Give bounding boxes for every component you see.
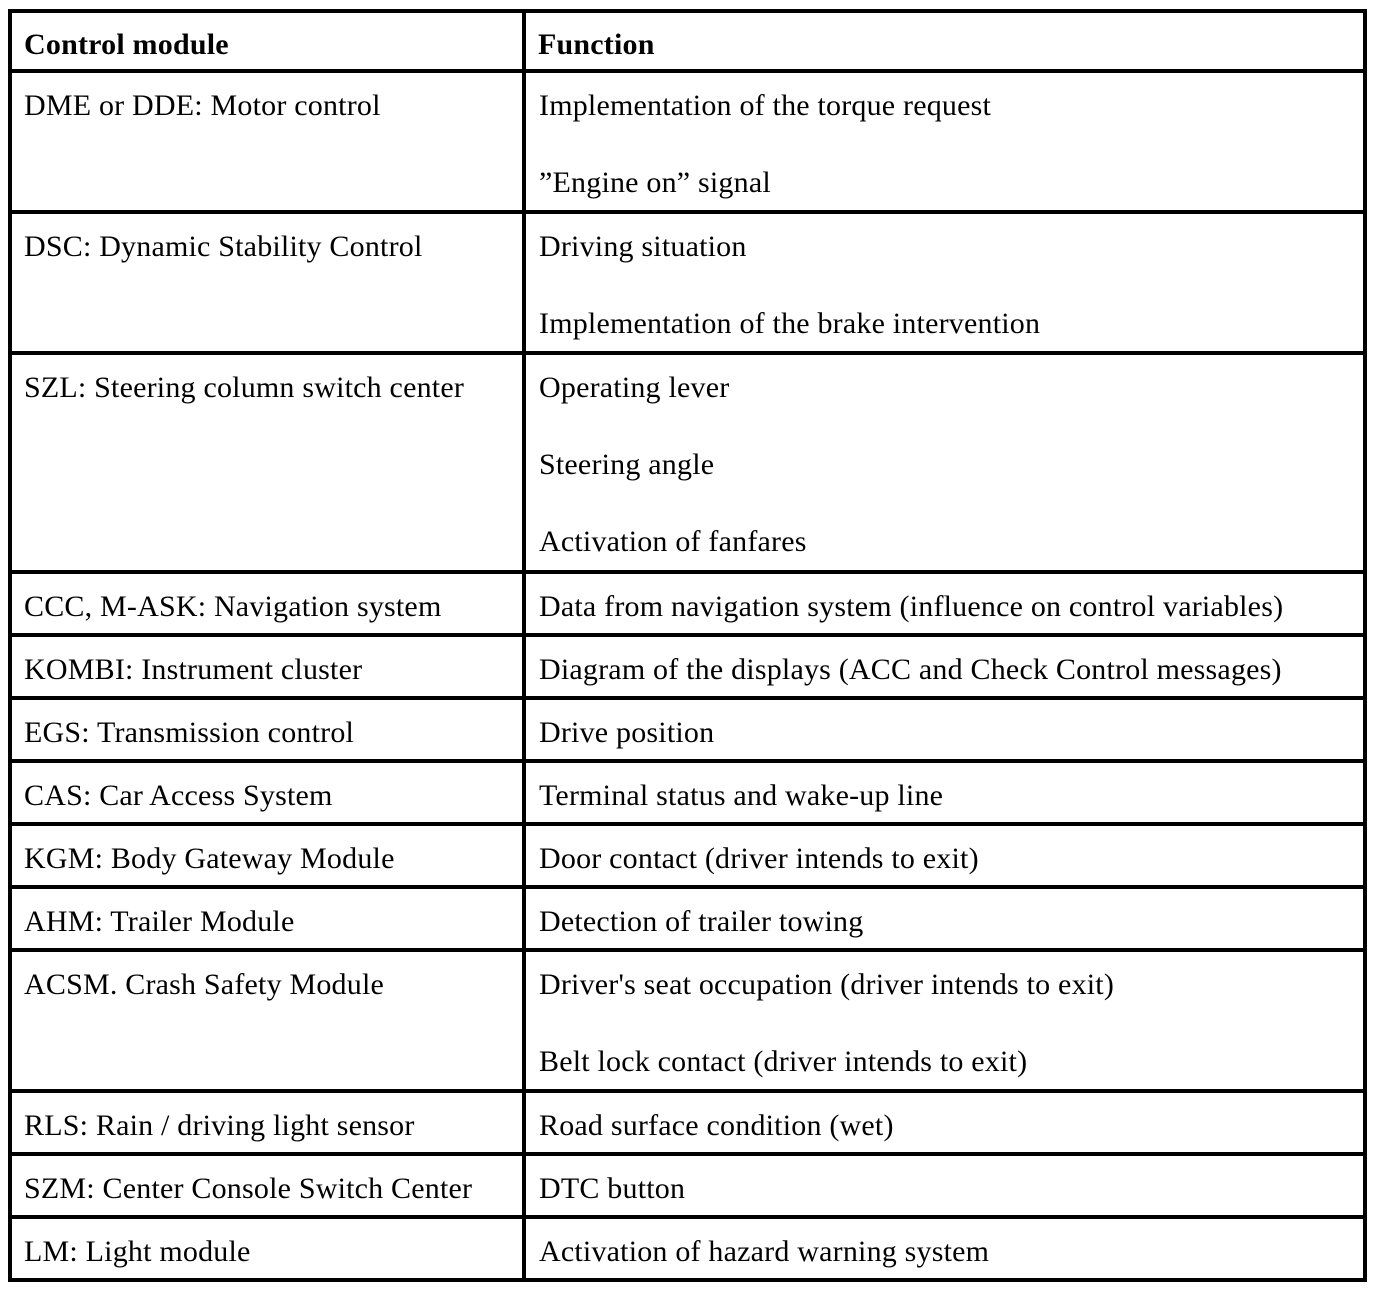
function-line: Door contact (driver intends to exit)	[539, 842, 979, 875]
function-cell	[524, 761, 1365, 824]
table-row	[10, 950, 1365, 1091]
module-cell: RLS: Rain / driving light sensor	[10, 1091, 524, 1154]
function-line: Driver's seat occupation (driver intends to exit)	[539, 968, 1115, 1001]
function-cell	[524, 71, 1365, 212]
function-line: Activation of fanfares	[539, 525, 807, 558]
table-header-row	[10, 11, 1365, 71]
table-row	[10, 698, 1365, 761]
table-row	[10, 635, 1365, 698]
function-cell	[524, 572, 1365, 635]
function-cell	[524, 950, 1365, 1091]
table-row	[10, 1217, 1365, 1280]
function-cell	[524, 698, 1365, 761]
function-line: Diagram of the displays (ACC and Check Control messages)	[539, 653, 1282, 686]
table-row	[10, 572, 1365, 635]
function-line: Detection of trailer towing	[539, 905, 864, 938]
table-row	[10, 1091, 1365, 1154]
function-line: Activation of hazard warning system	[539, 1235, 990, 1268]
function-cell	[524, 353, 1365, 572]
function-line: Implementation of the brake intervention	[539, 307, 1041, 340]
function-line: Implementation of the torque request	[539, 89, 992, 122]
module-cell: SZM: Center Console Switch Center	[10, 1154, 524, 1217]
function-cell	[524, 1091, 1365, 1154]
module-cell: SZL: Steering column switch center	[10, 353, 524, 572]
column-header-control-module: Control module	[10, 11, 524, 71]
column-header-function: Function	[524, 11, 1365, 71]
function-line: Drive position	[539, 716, 715, 749]
function-cell	[524, 887, 1365, 950]
function-line: DTC button	[539, 1172, 686, 1205]
function-line: Road surface condition (wet)	[539, 1109, 894, 1142]
table-row	[10, 71, 1365, 212]
function-line: ”Engine on” signal	[539, 166, 771, 199]
module-cell: DSC: Dynamic Stability Control	[10, 212, 524, 353]
control-module-table	[8, 9, 1367, 1282]
function-line: Data from navigation system (influence on control variables)	[539, 590, 1284, 623]
module-cell: DME or DDE: Motor control	[10, 71, 524, 212]
module-cell: CAS: Car Access System	[10, 761, 524, 824]
module-cell: KGM: Body Gateway Module	[10, 824, 524, 887]
module-cell: KOMBI: Instrument cluster	[10, 635, 524, 698]
function-line: Operating lever	[539, 371, 730, 404]
control-module-table-container	[8, 9, 1363, 1282]
function-cell	[524, 212, 1365, 353]
function-line: Terminal status and wake-up line	[539, 779, 944, 812]
table-row	[10, 1154, 1365, 1217]
module-cell: ACSM. Crash Safety Module	[10, 950, 524, 1091]
module-cell: EGS: Transmission control	[10, 698, 524, 761]
module-cell: LM: Light module	[10, 1217, 524, 1280]
function-line: Steering angle	[539, 448, 715, 481]
table-row	[10, 887, 1365, 950]
table-row	[10, 761, 1365, 824]
table-row	[10, 212, 1365, 353]
module-cell: AHM: Trailer Module	[10, 887, 524, 950]
function-cell	[524, 1217, 1365, 1280]
table-row	[10, 353, 1365, 572]
function-cell	[524, 824, 1365, 887]
function-line: Driving situation	[539, 230, 747, 263]
module-cell: CCC, M-ASK: Navigation system	[10, 572, 524, 635]
function-cell	[524, 635, 1365, 698]
function-cell	[524, 1154, 1365, 1217]
function-line: Belt lock contact (driver intends to exit)	[539, 1045, 1028, 1078]
table-row	[10, 824, 1365, 887]
